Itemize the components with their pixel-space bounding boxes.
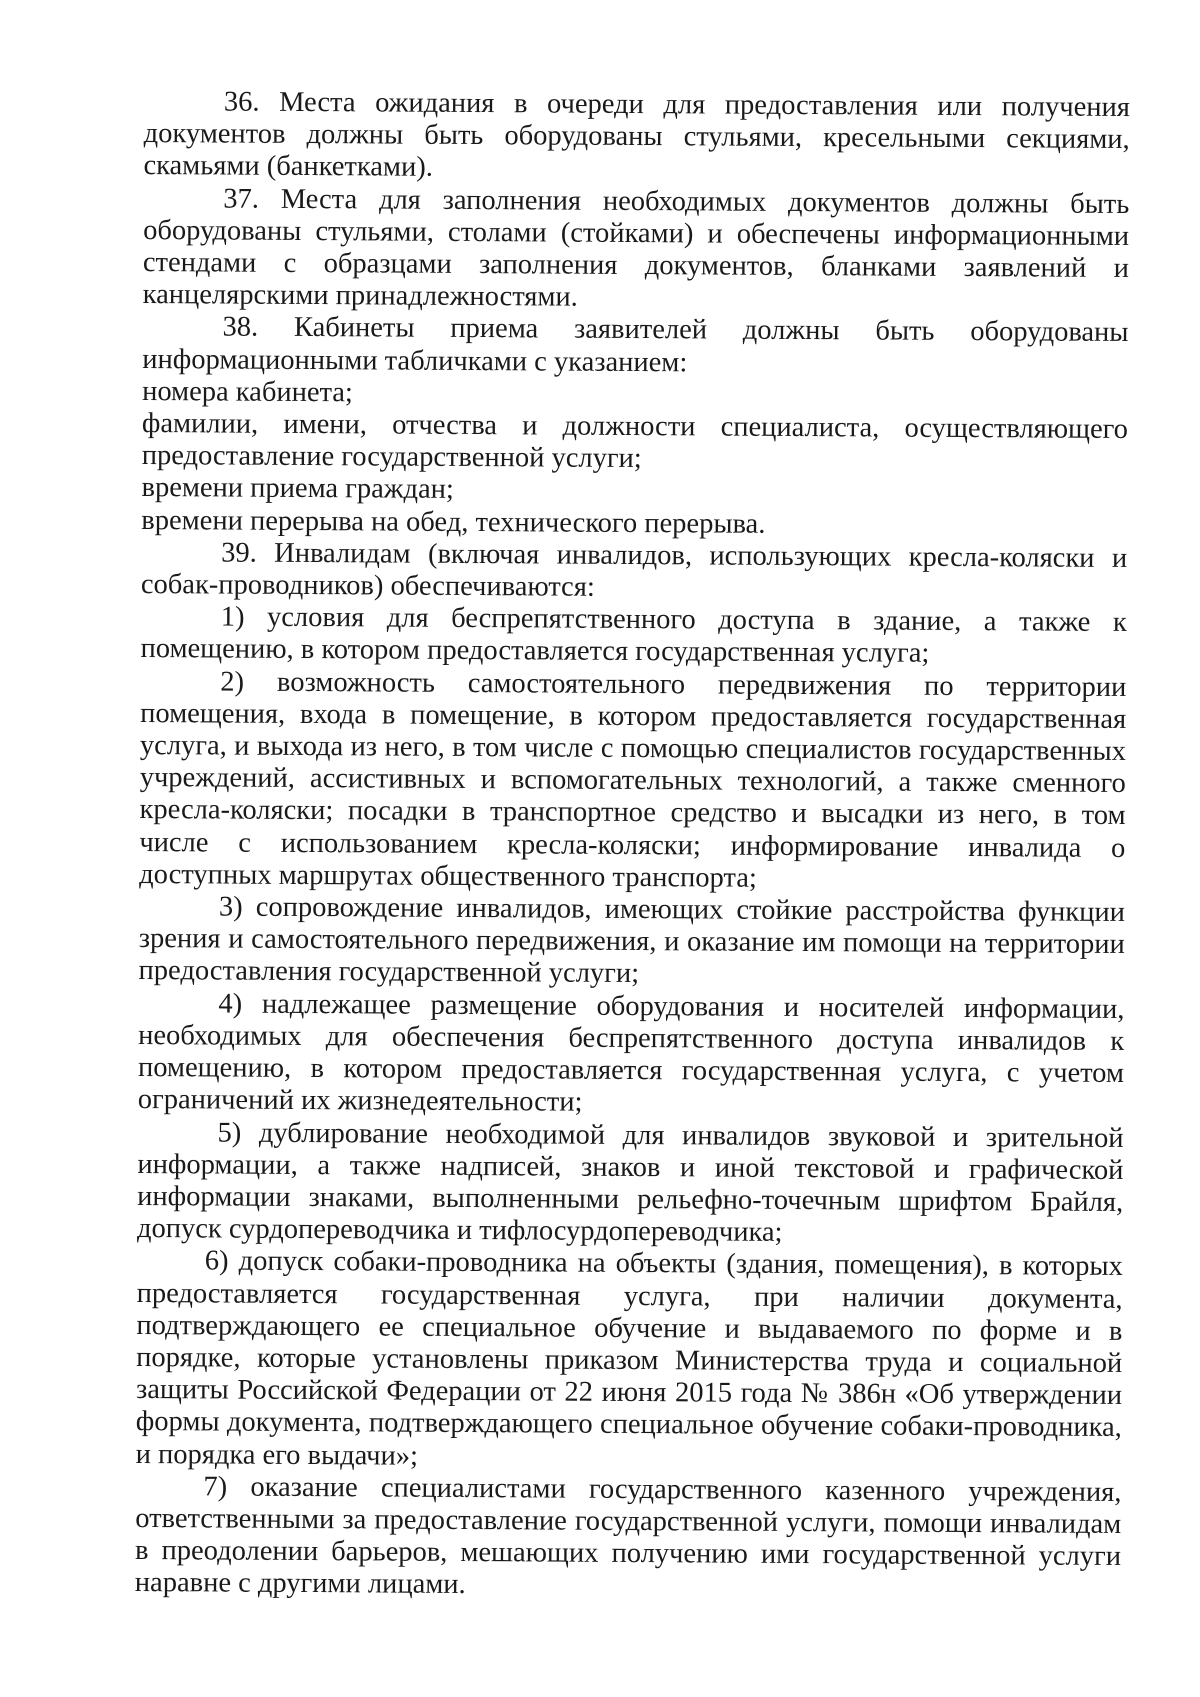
paragraph-39-item-5: 5) дублирование необходимой для инвалидов звуковой и зрительной информации, а также надписей, знаков и иной текстовой и графической информации знаками, выполненными рельефно-точечным шрифтом Брайля, допуск сурдопереводчика и тифлосурдопереводчика; <box>136 1116 1124 1249</box>
document-body <box>135 86 1130 1606</box>
paragraph-38: 38. Кабинеты приема заявителей должны быть оборудованы информационными табличками с указанием: <box>142 311 1129 378</box>
list-item-reception-time: времени приема граждан; <box>141 472 454 506</box>
list-item-specialist-name: фамилии, имени, отчества и должности специалиста, осуществляющего предоставление государственной услуги; <box>141 408 1129 475</box>
paragraph-39: 39. Инвалидам (включая инвалидов, использующих кресла-коляски и собак-проводников) обеспечиваются: <box>140 537 1128 603</box>
paragraph-39-item-7: 7) оказание специалистами государственного казенного учреждения, ответственными за предоставление государственной услуги, помощи инвалидам в преодолении барьеров, мешающих получению ими государственной услуги наравне с другими лицами. <box>134 1471 1122 1601</box>
paragraph-39-item-3: 3) сопровождение инвалидов, имеющих стойкие расстройства функции зрения и самостоятельного передвижения, и оказание им помощи на территории предоставления государственной услуги; <box>138 891 1126 990</box>
paragraph-39-item-4: 4) надлежащее размещение оборудования и носителей информации, необходимых для обеспечения беспрепятственного доступа инвалидов к помещению, в котором предоставляется государственная услуга, с учетом ограничений их жизнедеятельности; <box>137 988 1125 1118</box>
paragraph-39-item-2: 2) возможность самостоятельного передвижения по территории помещения, входа в помещение, в котором предоставляется государственная услуга, и выхода из него, в том числе с помощью специалистов государственных учреждений, ассистивных и вспомогательных технологий, а также сменного кресла-коляски; посадки в транспортное средство и высадки из него, в том числе с использованием кресла-коляски; информирование инвалида о доступных маршрутах общественного транспорта; <box>139 666 1127 894</box>
list-item-cabinet-number: номера кабинета; <box>142 375 353 409</box>
paragraph-39-item-1: 1) условия для беспрепятственного доступа в здание, а также к помещению, в котором предоставляется государственная услуга; <box>140 601 1127 670</box>
paragraph-36: 36. Места ожидания в очереди для предоставления или получения документов должны быть оборудованы стульями, кресельными секциями, скамьями (банкетками). <box>143 86 1130 184</box>
paragraph-39-item-6: 6) допуск собаки-проводника на объекты (здания, помещения), в которых предоставляется государственная услуга, при наличии документа, подтверждающего ее специальное обучение и выдаваемого по форме и в порядке, которые установлены приказом Министерства труда и социальной защиты Российской Федерации от 22 июня 2015 года № 386н «Об утверждении формы документа, подтверждающего специальное обучение собаки-проводника, и порядка его выдачи»; <box>135 1245 1123 1472</box>
paragraph-37: 37. Места для заполнения необходимых документов должны быть оборудованы стульями, столами (стойками) и обеспечены информационными стендами с образцами заполнения документов, бланками заявлений и канцелярскими принадлежностями. <box>142 183 1130 313</box>
list-item-break-time: времени перерыва на обед, технического перерыва. <box>141 504 766 540</box>
